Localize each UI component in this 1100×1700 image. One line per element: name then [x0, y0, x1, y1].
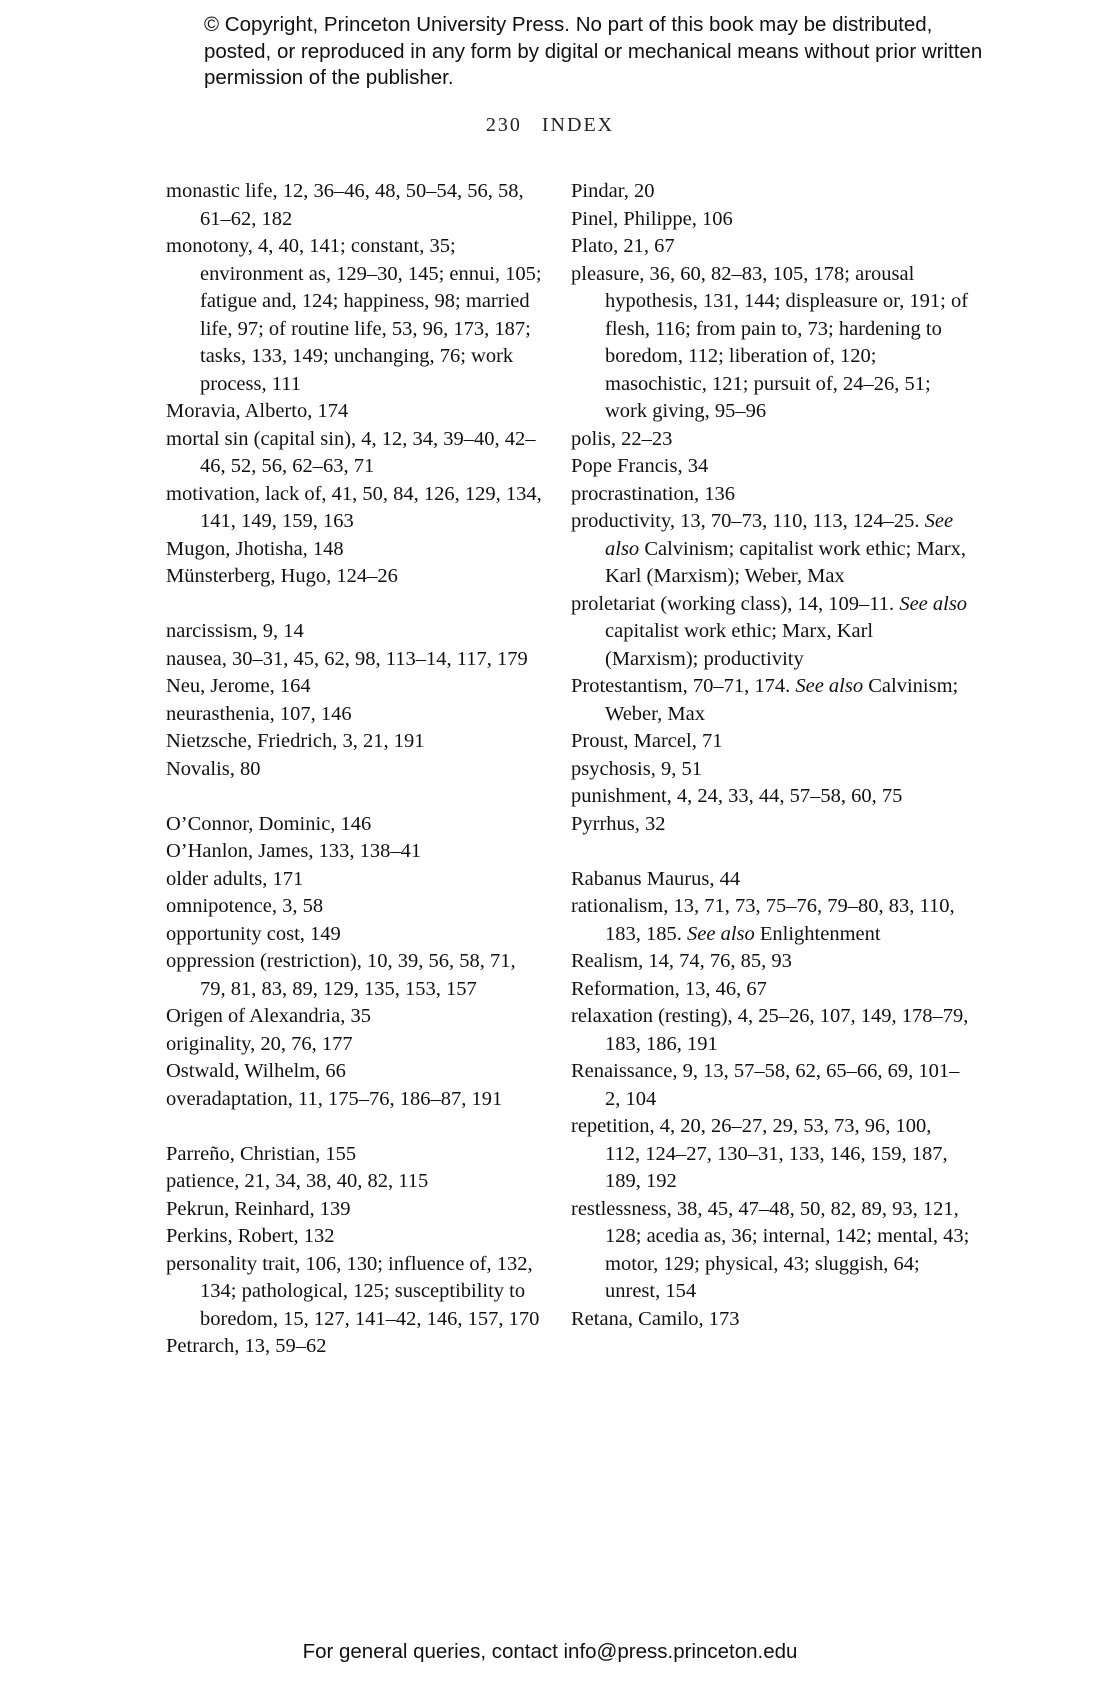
- index-entry: [571, 508, 971, 591]
- index-entry-text: Pyrrhus, 32: [571, 812, 666, 835]
- index-entry-text: Parreño, Christian, 155: [166, 1142, 357, 1165]
- index-entry: [166, 948, 546, 1003]
- index-entry: [166, 1058, 546, 1086]
- see-also-targets: Enlightenment: [759, 922, 881, 945]
- index-entry-text: monotony, 4, 40, 141; constant, 35; environment as, 129–30, 145; ennui, 105; fatigue and, 124; happiness, 98; married life, 97; of routine life, 53, 96, 173, 187; tasks, 133, 149; unchanging, 76; work process, 111: [166, 235, 542, 395]
- index-entry-text: polis, 22–23: [571, 427, 673, 450]
- index-entry: [166, 398, 546, 426]
- index-entry: [571, 976, 971, 1004]
- index-entry: [571, 811, 971, 839]
- index-entry-text: Realism, 14, 74, 76, 85, 93: [571, 950, 792, 972]
- index-entry: [166, 481, 546, 536]
- index-entry: [571, 893, 971, 948]
- index-entry: [166, 233, 546, 398]
- index-entry-text: Pekrun, Reinhard, 139: [166, 1197, 351, 1220]
- index-entry-text: Petrarch, 13, 59–62: [166, 1335, 327, 1357]
- section-title: INDEX: [541, 114, 615, 136]
- index-entry-text: nausea, 30–31, 45, 62, 98, 113–14, 117, 179: [166, 647, 528, 670]
- index-entry-text: pleasure, 36, 60, 82–83, 105, 178; arousal hypothesis, 131, 144; displeasure or, 191; of flesh, 116; from pain to, 73; hardening to boredom, 112; liberation of, 120; masochistic, 121; pursuit of, 24–26, 51; work giving, 95–96: [571, 262, 969, 422]
- index-entry: [571, 866, 971, 894]
- index-entry-text: Neu, Jerome, 164: [166, 675, 311, 697]
- index-entry-text: O’Connor, Dominic, 146: [166, 812, 372, 835]
- index-entry: [571, 756, 971, 784]
- index-entry-text: Plato, 21, 67: [571, 235, 675, 257]
- index-entry: [571, 728, 971, 756]
- index-entry-text: Ostwald, Wilhelm, 66: [166, 1060, 346, 1082]
- index-entry: [571, 1003, 971, 1058]
- index-entry-text: punishment, 4, 24, 33, 44, 57–58, 60, 75: [571, 785, 903, 807]
- index-entry: [571, 481, 971, 509]
- index-entry: [571, 948, 971, 976]
- index-entry: [571, 1058, 971, 1113]
- see-also-label: See also: [605, 510, 954, 560]
- index-entry-text: motivation, lack of, 41, 50, 84, 126, 129, 134, 141, 149, 159, 163: [166, 482, 542, 532]
- index-entry: [571, 453, 971, 481]
- see-also-targets: Calvinism; capitalist work ethic; Marx, Karl (Marxism); Weber, Max: [605, 537, 966, 587]
- index-entry: [166, 1141, 546, 1169]
- index-entry-text: Moravia, Alberto, 174: [166, 400, 349, 422]
- index-entry: [571, 673, 971, 728]
- index-entry-text: procrastination, 136: [571, 482, 735, 505]
- index-entry-text: repetition, 4, 20, 26–27, 29, 53, 73, 96, 100, 112, 124–27, 130–31, 133, 146, 159, 187, 189, 192: [571, 1115, 948, 1192]
- index-entry-text: omnipotence, 3, 58: [166, 895, 324, 917]
- index-entry-text: Pindar, 20: [571, 180, 655, 202]
- index-entry-text: proletariat (working class), 14, 109–11.: [571, 592, 895, 615]
- index-entry-text: patience, 21, 34, 38, 40, 82, 115: [166, 1170, 429, 1192]
- letter-group-gap: [166, 1113, 546, 1141]
- index-entry: [571, 261, 971, 426]
- index-entry: [571, 591, 971, 674]
- see-also-label: See also: [795, 675, 864, 697]
- index-entry-text: Pope Francis, 34: [571, 455, 709, 477]
- index-entry: [166, 1196, 546, 1224]
- index-entry-text: Renaissance, 9, 13, 57–58, 62, 65–66, 69, 101–2, 104: [571, 1060, 960, 1110]
- index-entry-text: Münsterberg, Hugo, 124–26: [166, 565, 398, 587]
- index-entry: [166, 673, 546, 701]
- index-entry-text: overadaptation, 11, 175–76, 186–87, 191: [166, 1087, 503, 1110]
- index-entry: [571, 1306, 971, 1334]
- index-entry: [571, 783, 971, 811]
- index-entry-text: Mugon, Jhotisha, 148: [166, 537, 344, 560]
- index-entry: [166, 1333, 546, 1361]
- index-column-right: [571, 178, 971, 1333]
- index-entry: [166, 1031, 546, 1059]
- index-entry-text: monastic life, 12, 36–46, 48, 50–54, 56, 58, 61–62, 182: [166, 180, 524, 230]
- index-entry-text: older adults, 171: [166, 867, 304, 890]
- index-entry-text: originality, 20, 76, 177: [166, 1032, 353, 1055]
- index-entry-text: personality trait, 106, 130; influence of, 132, 134; pathological, 125; susceptibility to boredom, 15, 127, 141–42, 146, 157, 170: [166, 1252, 540, 1330]
- index-entry-text: Rabanus Maurus, 44: [571, 867, 741, 890]
- see-also-targets: capitalist work ethic; Marx, Karl (Marxism); productivity: [605, 620, 874, 670]
- letter-group-gap: [166, 591, 546, 619]
- index-entry: [166, 728, 546, 756]
- index-entry-text: Novalis, 80: [166, 757, 261, 780]
- index-entry: [166, 1168, 546, 1196]
- index-entry-text: Proust, Marcel, 71: [571, 730, 723, 752]
- index-entry: [166, 178, 546, 233]
- index-entry: [571, 1196, 971, 1306]
- index-entry-text: narcissism, 9, 14: [166, 620, 304, 642]
- index-entry-text: neurasthenia, 107, 146: [166, 702, 352, 725]
- see-also-targets: Calvinism; Weber, Max: [605, 675, 959, 725]
- copyright-notice: © Copyright, Princeton University Press. No part of this book may be distributed, posted, or reproduced in any form by digital or mechanical means without prior written permission of the publisher.: [204, 13, 983, 89]
- see-also-label: See also: [899, 592, 968, 615]
- index-entry-text: Pinel, Philippe, 106: [571, 207, 733, 230]
- index-entry-text: Retana, Camilo, 173: [571, 1307, 740, 1330]
- index-entry: [571, 206, 971, 234]
- index-entry-text: mortal sin (capital sin), 4, 12, 34, 39–40, 42–46, 52, 56, 62–63, 71: [166, 427, 536, 477]
- page-number: 230: [485, 114, 522, 136]
- index-entry-text: Nietzsche, Friedrich, 3, 21, 191: [166, 730, 425, 752]
- index-entry: [166, 426, 546, 481]
- index-entry-text: Origen of Alexandria, 35: [166, 1005, 371, 1027]
- index-entry-text: restlessness, 38, 45, 47–48, 50, 82, 89, 93, 121, 128; acedia as, 36; internal, 142; mental, 43; motor, 129; physical, 43; sluggish, 64; unrest, 154: [571, 1197, 970, 1302]
- index-entry-text: opportunity cost, 149: [166, 922, 341, 945]
- index-entry-text: oppression (restriction), 10, 39, 56, 58, 71, 79, 81, 83, 89, 129, 135, 153, 157: [166, 950, 516, 1000]
- index-entry: [166, 701, 546, 729]
- index-entry: [166, 1086, 546, 1114]
- index-entry-text: psychosis, 9, 51: [571, 757, 702, 780]
- index-entry: [166, 1251, 546, 1334]
- index-entry-text: relaxation (resting), 4, 25–26, 107, 149, 178–79, 183, 186, 191: [571, 1005, 969, 1055]
- index-entry-text: rationalism, 13, 71, 73, 75–76, 79–80, 83, 110, 183, 185.: [571, 895, 955, 945]
- index-column-left: [166, 178, 546, 1361]
- index-entry: [166, 1003, 546, 1031]
- index-entry-text: productivity, 13, 70–73, 110, 113, 124–25.: [571, 510, 920, 532]
- index-entry: [166, 618, 546, 646]
- index-entry: [571, 1113, 971, 1196]
- index-entry: [571, 233, 971, 261]
- letter-group-gap: [166, 783, 546, 811]
- see-also-label: See also: [687, 922, 755, 945]
- running-head: [0, 114, 1100, 137]
- index-entry: [571, 178, 971, 206]
- index-entry: [166, 1223, 546, 1251]
- index-entry: [166, 563, 546, 591]
- index-entry-text: O’Hanlon, James, 133, 138–41: [166, 840, 422, 862]
- index-entry: [166, 893, 546, 921]
- index-entry: [571, 426, 971, 454]
- index-entry: [166, 921, 546, 949]
- index-entry: [166, 646, 546, 674]
- index-entry-text: Reformation, 13, 46, 67: [571, 977, 767, 1000]
- index-entry-text: Protestantism, 70–71, 174.: [571, 675, 791, 697]
- letter-group-gap: [571, 838, 971, 866]
- index-entry: [166, 838, 546, 866]
- index-entry: [166, 756, 546, 784]
- footer-contact: For general queries, contact info@press.princeton.edu: [302, 1640, 798, 1663]
- index-entry: [166, 536, 546, 564]
- index-entry: [166, 866, 546, 894]
- index-entry: [166, 811, 546, 839]
- index-entry-text: Perkins, Robert, 132: [166, 1225, 335, 1247]
